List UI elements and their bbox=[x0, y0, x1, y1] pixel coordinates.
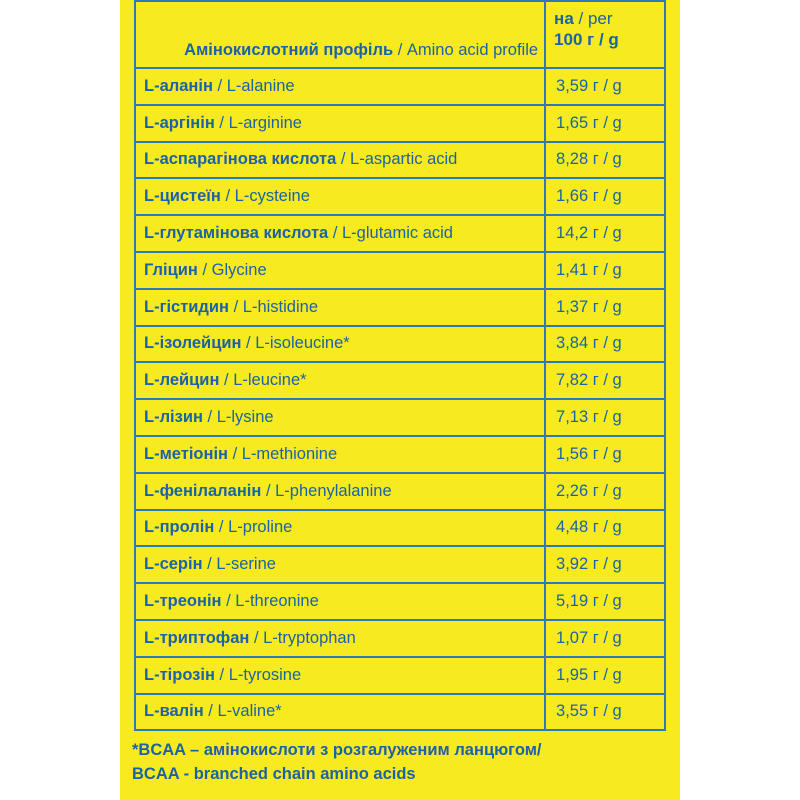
amino-acid-name-cell bbox=[135, 399, 545, 436]
table-row bbox=[135, 657, 665, 694]
amino-acid-value: 1,41 г / g bbox=[545, 252, 665, 289]
amino-acid-name-cell bbox=[135, 326, 545, 363]
name-separator: / bbox=[219, 371, 234, 390]
name-separator: / bbox=[249, 628, 264, 647]
footnote bbox=[132, 738, 672, 786]
table-row bbox=[135, 436, 665, 473]
name-separator: / bbox=[212, 76, 227, 95]
amino-acid-name-en: L-histidine bbox=[242, 297, 318, 316]
amino-acid-name-cell bbox=[135, 105, 545, 142]
table-row bbox=[135, 510, 665, 547]
name-separator: / bbox=[228, 444, 242, 463]
amino-acid-name-cell bbox=[135, 362, 545, 399]
name-separator: / bbox=[221, 592, 236, 611]
amino-acid-name-en: L-proline bbox=[228, 518, 293, 537]
amino-acid-value: 7,82 г / g bbox=[545, 362, 665, 399]
name-separator: / bbox=[214, 518, 229, 537]
table-row bbox=[135, 289, 665, 326]
amino-acid-value: 3,59 г / g bbox=[545, 68, 665, 105]
amino-acid-name-cell bbox=[135, 694, 545, 731]
amino-acid-name-uk: L-лізин bbox=[144, 408, 203, 427]
name-separator: / bbox=[203, 702, 218, 721]
header-name-uk: Амінокислотний профіль bbox=[184, 41, 394, 59]
table-row bbox=[135, 178, 665, 215]
amino-acid-name-cell bbox=[135, 142, 545, 179]
table-row bbox=[135, 694, 665, 731]
amino-acid-name-en: L-tyrosine bbox=[228, 665, 302, 684]
name-separator: / bbox=[336, 150, 351, 169]
amino-acid-name-cell bbox=[135, 215, 545, 252]
amino-acid-name-cell bbox=[135, 510, 545, 547]
amino-acid-name-uk: L-лейцин bbox=[144, 371, 220, 390]
amino-acid-name-uk: L-аспарагінова кислота bbox=[144, 150, 337, 169]
amino-acid-name-cell bbox=[135, 68, 545, 105]
amino-acid-name-en: L-tryptophan bbox=[263, 628, 356, 647]
amino-acid-name-uk: Гліцин bbox=[144, 260, 198, 279]
amino-acid-name-cell bbox=[135, 583, 545, 620]
amino-acid-value: 7,13 г / g bbox=[545, 399, 665, 436]
amino-acid-value: 1,07 г / g bbox=[545, 620, 665, 657]
header-per-cell bbox=[545, 1, 665, 68]
table-row bbox=[135, 142, 665, 179]
amino-acid-name-en: L-aspartic acid bbox=[350, 150, 458, 169]
amino-acid-value: 3,84 г / g bbox=[545, 326, 665, 363]
amino-acid-name-cell bbox=[135, 436, 545, 473]
amino-acid-value: 8,28 г / g bbox=[545, 142, 665, 179]
amino-acid-value: 1,37 г / g bbox=[545, 289, 665, 326]
table-row bbox=[135, 583, 665, 620]
amino-acid-value: 3,92 г / g bbox=[545, 546, 665, 583]
footnote-line-2: BCAA - branched chain amino acids bbox=[132, 765, 416, 783]
header-name-en: Amino acid profile bbox=[406, 41, 539, 59]
table-row bbox=[135, 399, 665, 436]
amino-acid-name-en: L-valine* bbox=[217, 702, 282, 721]
amino-acid-name-uk: L-аргінін bbox=[144, 113, 215, 132]
amino-acid-name-uk: L-гістидин bbox=[144, 297, 230, 316]
name-separator: / bbox=[214, 665, 229, 684]
header-per-en: / per bbox=[573, 9, 613, 28]
amino-acid-name-en: L-isoleucine* bbox=[255, 334, 350, 353]
amino-acid-name-uk: L-цистеїн bbox=[144, 187, 221, 206]
amino-acid-name-en: L-arginine bbox=[228, 113, 302, 132]
amino-acid-name-en: L-methionine bbox=[241, 444, 338, 463]
amino-acid-name-cell bbox=[135, 252, 545, 289]
amino-acid-name-uk: L-треонін bbox=[144, 592, 222, 611]
amino-acid-name-en: L-leucine* bbox=[233, 371, 307, 390]
amino-acid-name-en: L-cysteine bbox=[234, 187, 310, 206]
amino-acid-name-cell bbox=[135, 289, 545, 326]
amino-acid-value: 4,48 г / g bbox=[545, 510, 665, 547]
amino-acid-value: 2,26 г / g bbox=[545, 473, 665, 510]
amino-acid-name-en: Glycine bbox=[211, 260, 267, 279]
name-separator: / bbox=[202, 555, 217, 574]
header-amount: 100 г / g bbox=[554, 30, 619, 49]
table-row bbox=[135, 362, 665, 399]
amino-acid-name-en: L-alanine bbox=[226, 76, 295, 95]
name-separator: / bbox=[214, 113, 229, 132]
header-separator: / bbox=[393, 41, 407, 59]
table-header-row bbox=[135, 1, 665, 68]
amino-acid-name-uk: L-валін bbox=[144, 702, 204, 721]
amino-acid-value: 14,2 г / g bbox=[545, 215, 665, 252]
name-separator: / bbox=[202, 408, 217, 427]
table-row bbox=[135, 326, 665, 363]
amino-acid-table bbox=[134, 0, 666, 731]
name-separator: / bbox=[197, 260, 212, 279]
amino-acid-name-en: L-lysine bbox=[216, 408, 274, 427]
amino-acid-name-en: L-phenylalanine bbox=[275, 481, 392, 500]
amino-acid-name-uk: L-пролін bbox=[144, 518, 215, 537]
amino-acid-name-cell bbox=[135, 178, 545, 215]
table-row bbox=[135, 252, 665, 289]
table-row bbox=[135, 215, 665, 252]
table-row bbox=[135, 546, 665, 583]
name-separator: / bbox=[220, 187, 235, 206]
header-name-cell bbox=[135, 1, 545, 68]
amino-acid-name-uk: L-аланін bbox=[144, 76, 213, 95]
table-row bbox=[135, 473, 665, 510]
amino-acid-name-cell bbox=[135, 546, 545, 583]
amino-acid-name-en: L-glutamic acid bbox=[342, 224, 453, 243]
amino-acid-value: 1,65 г / g bbox=[545, 105, 665, 142]
amino-acid-name-cell bbox=[135, 657, 545, 694]
amino-acid-name-en: L-threonine bbox=[235, 592, 319, 611]
amino-acid-value: 5,19 г / g bbox=[545, 583, 665, 620]
header-per-uk: на bbox=[554, 9, 574, 28]
table-row bbox=[135, 68, 665, 105]
name-separator: / bbox=[328, 224, 342, 243]
amino-acid-name-cell bbox=[135, 620, 545, 657]
table-row bbox=[135, 105, 665, 142]
table-row bbox=[135, 620, 665, 657]
amino-acid-value: 1,66 г / g bbox=[545, 178, 665, 215]
name-separator: / bbox=[261, 481, 276, 500]
amino-acid-name-uk: L-серін bbox=[144, 555, 203, 574]
amino-acid-name-uk: L-фенілаланін bbox=[144, 481, 262, 500]
footnote-line-1: *BCAA – амінокислоти з розгалуженим ланцюгом/ bbox=[132, 741, 542, 759]
amino-acid-name-cell bbox=[135, 473, 545, 510]
label-panel bbox=[120, 0, 680, 800]
amino-acid-value: 1,56 г / g bbox=[545, 436, 665, 473]
amino-acid-name-uk: L-тірозін bbox=[144, 665, 215, 684]
amino-acid-value: 1,95 г / g bbox=[545, 657, 665, 694]
amino-acid-name-en: L-serine bbox=[216, 555, 276, 574]
name-separator: / bbox=[241, 334, 256, 353]
amino-acid-value: 3,55 г / g bbox=[545, 694, 665, 731]
name-separator: / bbox=[229, 297, 243, 316]
amino-acid-name-uk: L-триптофан bbox=[144, 628, 250, 647]
amino-acid-name-uk: L-ізолейцин bbox=[144, 334, 242, 353]
amino-acid-name-uk: L-метіонін bbox=[144, 444, 228, 463]
amino-acid-name-uk: L-глутамінова кислота bbox=[144, 224, 329, 243]
